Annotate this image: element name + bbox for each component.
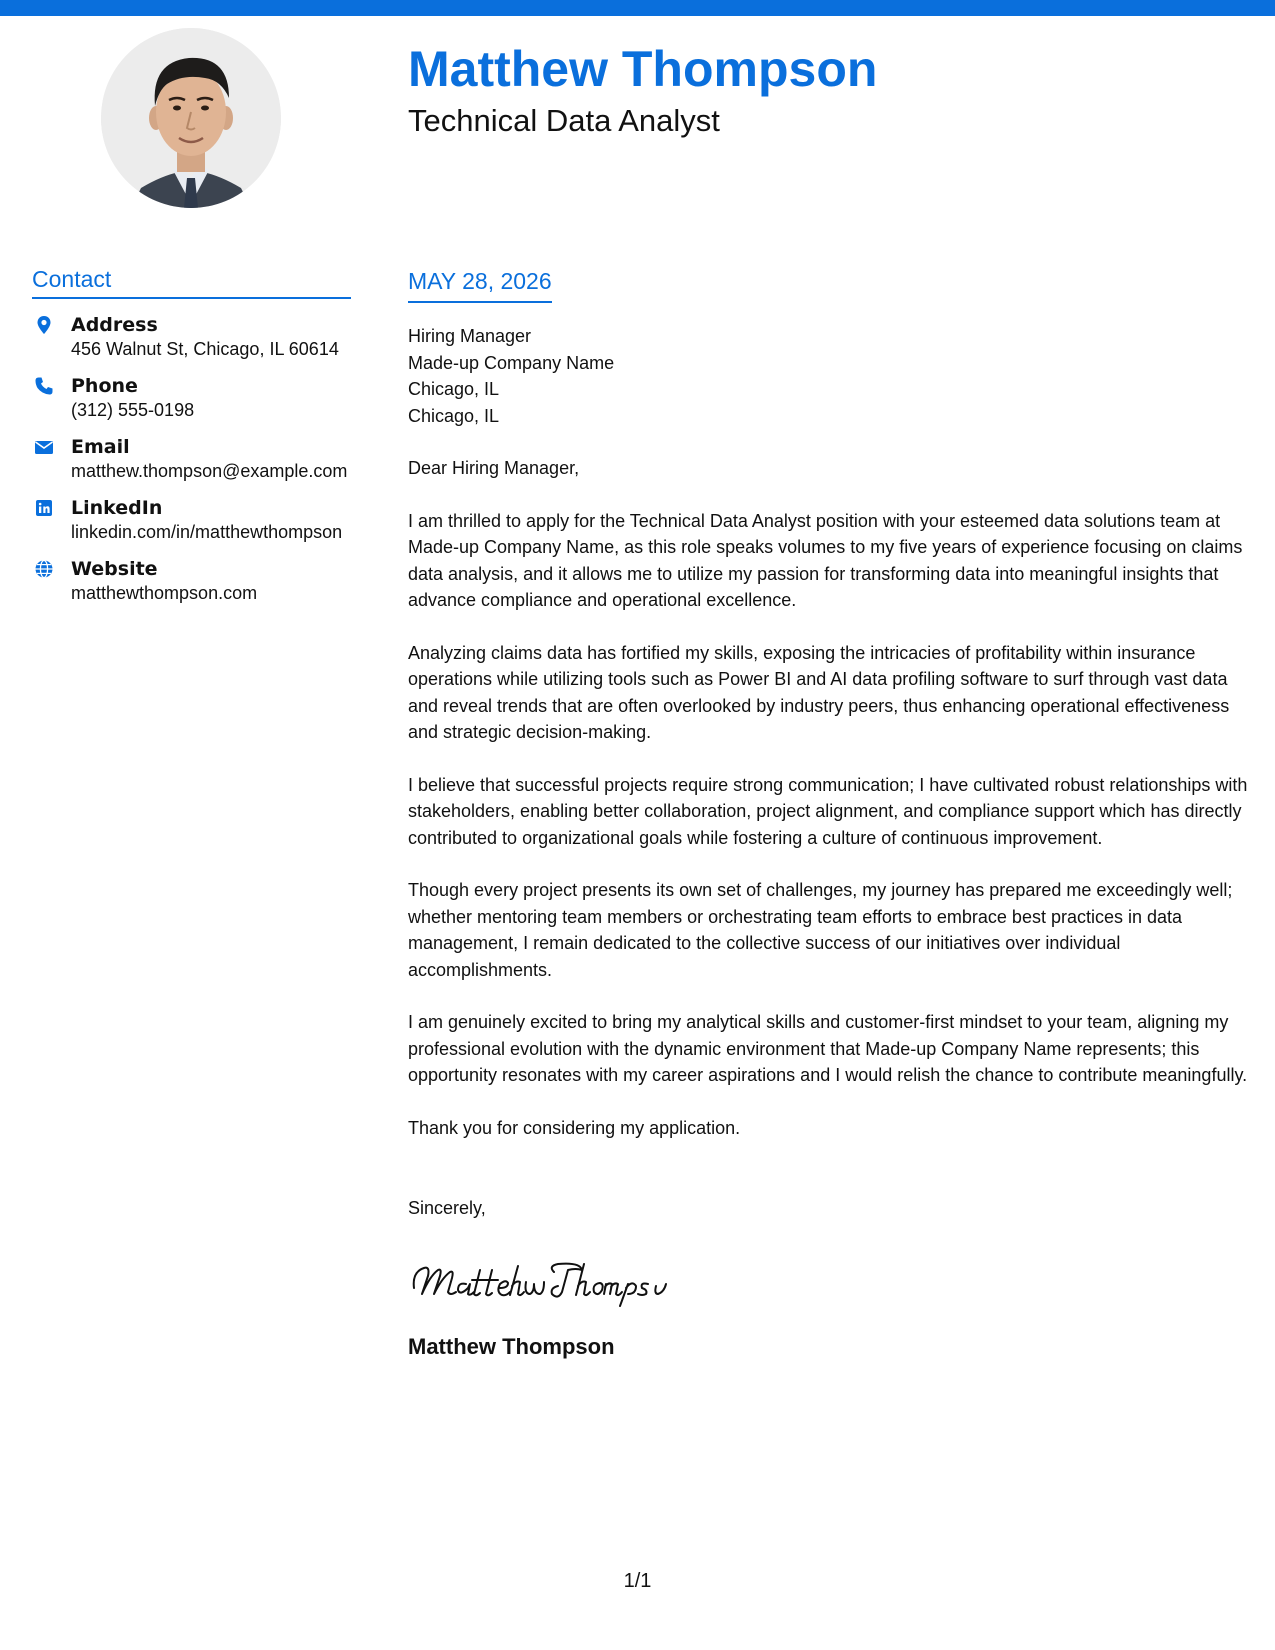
linkedin-label: LinkedIn bbox=[71, 497, 163, 519]
body-paragraph: I am genuinely excited to bring my analytical skills and customer-first mindset to your team, aligning my professional evolution with the dynamic environment that Made-up Company Name represents; this opportunity resonates with my career aspirations and I would relish the chance to contribute meaningfully. bbox=[408, 1012, 1248, 1085]
top-accent-bar bbox=[0, 0, 1275, 16]
candidate-name: Matthew Thompson bbox=[408, 41, 878, 97]
job-title: Technical Data Analyst bbox=[408, 103, 720, 138]
body-paragraph: Analyzing claims data has fortified my skills, exposing the intricacies of profitability within insurance operations while utilizing tools such as Power BI and AI data profiling software to surf through vast data and reveal trends that are often overlooked by industry peers, thus enhancing operational effectiveness and strategic decision-making. bbox=[408, 642, 1230, 742]
phone-icon bbox=[34, 376, 54, 396]
profile-photo bbox=[101, 28, 281, 208]
address-label: Address bbox=[71, 314, 158, 336]
letter-date: MAY 28, 2026 bbox=[408, 268, 552, 303]
linkedin-icon bbox=[34, 498, 54, 518]
contact-sidebar bbox=[32, 266, 351, 618]
page-number: 1/1 bbox=[623, 1570, 652, 1592]
body-paragraph: I believe that successful projects require strong communication; I have cultivated robust relationships with stakeholders, enabling better collaboration, project alignment, and compliance support which has directly contributed to organizational goals while fostering a culture of continuous improvement. bbox=[408, 774, 1248, 848]
contact-email bbox=[32, 435, 351, 484]
website-value[interactable]: matthewthompson.com bbox=[71, 583, 258, 603]
email-label: Email bbox=[71, 436, 130, 458]
phone-label: Phone bbox=[71, 375, 138, 397]
contact-phone bbox=[32, 374, 351, 423]
globe-icon bbox=[34, 559, 54, 579]
closing-line: Sincerely, bbox=[408, 1198, 486, 1218]
contact-address bbox=[32, 313, 351, 362]
signed-name: Matthew Thompson bbox=[408, 1333, 615, 1359]
handwritten-signature bbox=[408, 1254, 670, 1308]
recipient-line: Chicago, IL bbox=[408, 379, 500, 399]
phone-value: (312) 555-0198 bbox=[71, 400, 195, 420]
contact-heading: Contact bbox=[32, 266, 351, 299]
letter-body bbox=[408, 268, 1253, 1360]
location-pin-icon bbox=[34, 315, 54, 335]
recipient-line: Made-up Company Name bbox=[408, 352, 615, 373]
email-value[interactable]: matthew.thompson@example.com bbox=[71, 461, 348, 481]
thanks-line: Thank you for considering my application. bbox=[408, 1117, 741, 1138]
website-label: Website bbox=[71, 558, 158, 580]
linkedin-value[interactable]: linkedin.com/in/matthewthompson bbox=[71, 522, 343, 542]
salutation: Dear Hiring Manager, bbox=[408, 458, 580, 478]
recipient-line: Hiring Manager bbox=[408, 326, 532, 346]
body-paragraph: Though every project presents its own set of challenges, my journey has prepared me exceedingly well; whether mentoring team members or orchestrating team efforts to embrace best practices in data management, I remain dedicated to the collective success of our initiatives over individual accomplishments. bbox=[408, 880, 1233, 980]
recipient-block bbox=[408, 323, 1253, 429]
address-value: 456 Walnut St, Chicago, IL 60614 bbox=[71, 339, 339, 359]
email-icon bbox=[34, 437, 54, 457]
recipient-line: Chicago, IL bbox=[408, 405, 500, 426]
contact-linkedin bbox=[32, 496, 351, 545]
body-paragraph: I am thrilled to apply for the Technical Data Analyst position with your esteemed data solutions team at Made-up Company Name, as this role speaks volumes to my five years of experience focusing on claims data analysis, and it allows me to utilize my passion for transforming data into meaningful insights that advance compliance and operational excellence. bbox=[408, 510, 1243, 610]
contact-website bbox=[32, 557, 351, 606]
